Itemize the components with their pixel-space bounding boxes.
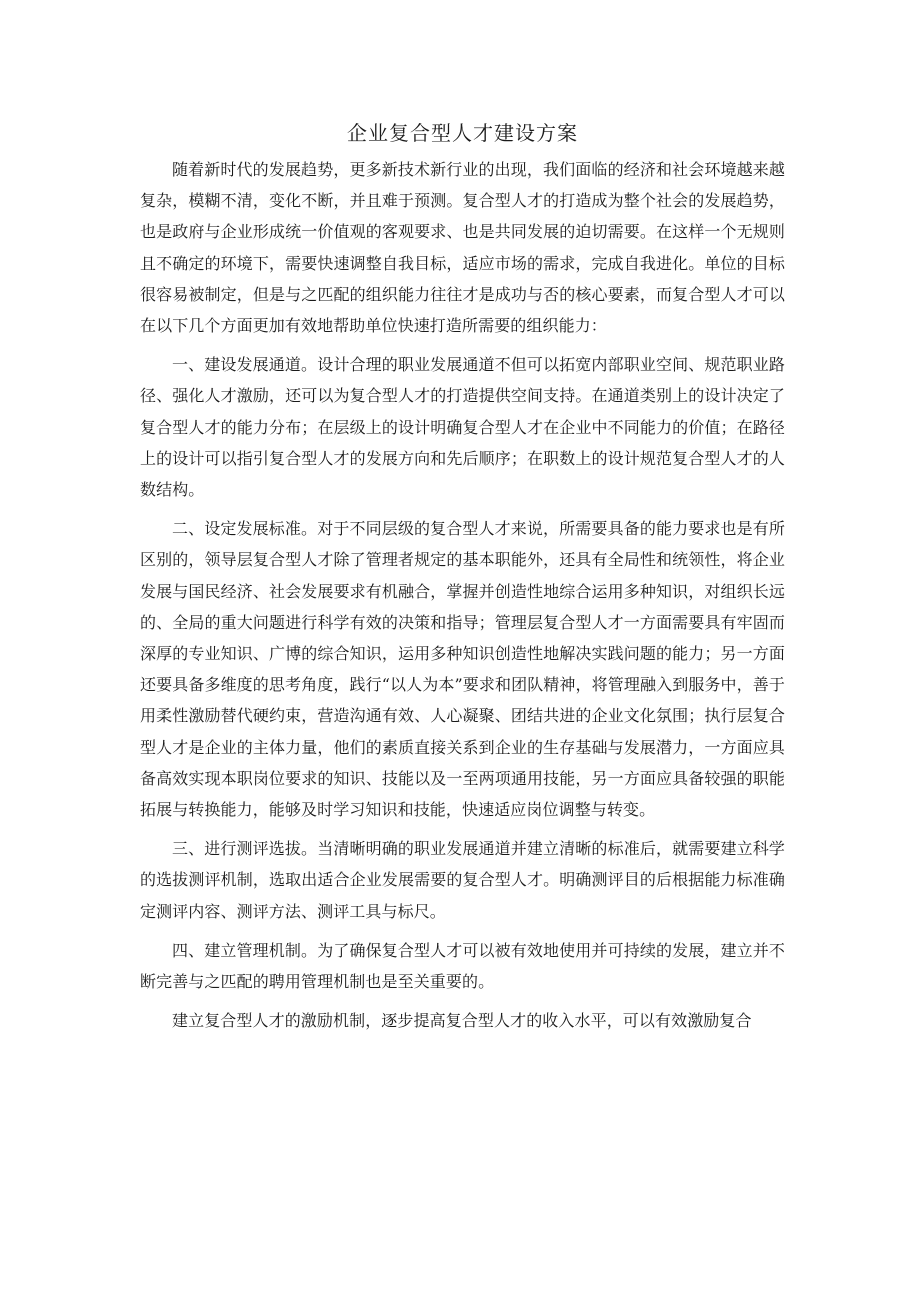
section-3-paragraph: 三、进行测评选拔。当清晰明确的职业发展通道并建立清晰的标准后，就需要建立科学的选拔测评机制，选取出适合企业发展需要的复合型人才。明确测评目的后根据能力标准确定测评内容、测评方法、测评工具与标尺。 bbox=[140, 839, 785, 921]
incentive-paragraph: 建立复合型人才的激励机制，逐步提高复合型人才的收入水平，可以有效激励复合 bbox=[172, 1011, 752, 1031]
intro-paragraph: 随着新时代的发展趋势，更多新技术新行业的出现，我们面临的经济和社会环境越来越复杂，模糊不清，变化不断，并且难于预测。复合型人才的打造成为整个社会的发展趋势，也是政府与企业形成统一价值观的客观要求、也是共同发展的迫切需要。在这样一个无规则且不确定的环境下，需要快速调整自我目标，适应市场的需求，完成自我进化。单位的目标很容易被制定，但是与之匹配的组织能力往往才是成功与否的核心要素，而复合型人才可以在以下几个方面更加有效地帮助单位快速打造所需要的组织能力： bbox=[140, 160, 785, 336]
document-page bbox=[140, 118, 785, 1036]
document-title: 企业复合型人才建设方案 bbox=[347, 121, 578, 145]
section-2-paragraph: 二、设定发展标准。对于不同层级的复合型人才来说，所需要具备的能力要求也是有所区别的，领导层复合型人才除了管理者规定的基本职能外，还具有全局性和统领性，将企业发展与国民经济、社会发展要求有机融合，掌握并创造性地综合运用多种知识，对组织长远的、全局的重大问题进行科学有效的决策和指导；管理层复合型人才一方面需要具有牢固而深厚的专业知识、广博的综合知识，运用多种知识创造性地解决实践问题的能力；另一方面还要具备多维度的思考角度，践行“以人为本”要求和团队精神，将管理融入到服务中，善于用柔性激励替代硬约束，营造沟通有效、人心凝聚、团结共进的企业文化氛围；执行层复合型人才是企业的主体力量，他们的素质直接关系到企业的生存基础与发展潜力，一方面应具备高效实现本职岗位要求的知识、技能以及一至两项通用技能，另一方面应具备较强的职能拓展与转换能力，能够及时学习知识和技能，快速适应岗位调整与转变。 bbox=[140, 519, 785, 820]
section-4-paragraph: 四、建立管理机制。为了确保复合型人才可以被有效地使用并可持续的发展，建立并不断完善与之匹配的聘用管理机制也是至关重要的。 bbox=[140, 940, 785, 992]
section-1-paragraph: 一、建设发展通道。设计合理的职业发展通道不但可以拓宽内部职业空间、规范职业路径、强化人才激励，还可以为复合型人才的打造提供空间支持。在通道类别上的设计决定了复合型人才的能力分布；在层级上的设计明确复合型人才在企业中不同能力的价值；在路径上的设计可以指引复合型人才的发展方向和先后顺序；在职数上的设计规范复合型人才的人数结构。 bbox=[140, 355, 785, 500]
